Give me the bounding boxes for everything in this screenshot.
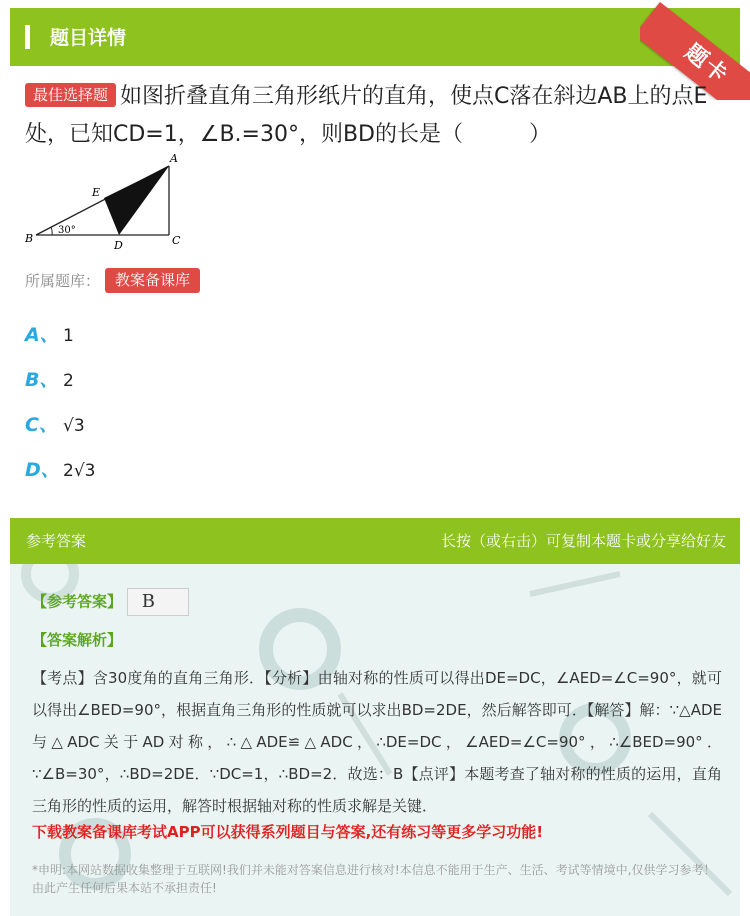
share-hint: 长按（或右击）可复制本题卡或分享给好友 bbox=[440, 532, 726, 550]
library-tag[interactable]: 教案备课库 bbox=[105, 268, 200, 293]
answer-header bbox=[10, 518, 740, 564]
option-letter: D、 bbox=[25, 459, 60, 481]
page-title: 题目详情 bbox=[50, 27, 127, 49]
folded-triangle-ade bbox=[104, 166, 169, 235]
reference-answer-label: 【参考答案】 bbox=[32, 592, 123, 611]
label-b: B bbox=[25, 232, 34, 245]
label-angle: 30° bbox=[58, 225, 76, 236]
header-bar bbox=[10, 8, 740, 66]
download-app-promo[interactable]: 下载教案备课库考试APP可以获得系列题目与答案,还有练习等更多学习功能! bbox=[32, 823, 544, 841]
option-a[interactable] bbox=[25, 320, 74, 350]
label-a: A bbox=[170, 152, 178, 165]
option-letter: B、 bbox=[25, 369, 59, 391]
angle-arc bbox=[51, 227, 52, 235]
option-value: 1 bbox=[63, 326, 74, 346]
option-b[interactable] bbox=[25, 365, 74, 395]
option-value: 2√3 bbox=[63, 461, 96, 481]
reference-answer-image: B bbox=[127, 588, 189, 616]
question-type-tag: 最佳选择题 bbox=[25, 83, 116, 107]
disclaimer-text: *申明:本网站数据收集整理于互联网!我们并未能对答案信息进行核对!本信息不能用于生产、生活、考试等情境中,仅供学习参考！由此产生任何后果本站不承担责任! bbox=[32, 863, 716, 895]
label-e: E bbox=[92, 186, 101, 199]
header-accent-bar bbox=[25, 25, 30, 49]
corner-ribbon-label: 题卡 bbox=[679, 39, 734, 89]
answer-section-title: 参考答案 bbox=[26, 532, 87, 550]
option-d[interactable] bbox=[25, 455, 95, 485]
triangle-figure bbox=[22, 150, 187, 250]
option-value: √3 bbox=[63, 416, 85, 436]
question-text: 如图折叠直角三角形纸片的直角，使点C落在斜边AB上的点E处，已知CD=1，∠B.=30°，则BD的长是（ ） bbox=[25, 84, 708, 147]
analysis-label: 【答案解析】 bbox=[32, 631, 123, 649]
option-letter: A、 bbox=[25, 324, 59, 346]
watermark-stroke bbox=[530, 574, 620, 594]
reference-answer-row bbox=[32, 588, 189, 616]
option-value: 2 bbox=[63, 371, 74, 391]
library-label: 所属题库： bbox=[25, 272, 101, 290]
label-c: C bbox=[172, 234, 181, 247]
option-c[interactable] bbox=[25, 410, 85, 440]
option-letter: C、 bbox=[25, 414, 58, 436]
answer-body bbox=[10, 564, 740, 916]
question-text-block bbox=[25, 78, 725, 154]
analysis-text: 【考点】含30度角的直角三角形．【分析】由轴对称的性质可以得出DE=DC，∠AED=∠C=90°，就可以得出∠BED=90°，根据直角三角形的性质就可以求出BD=2DE，然后解答即可．【解答】解：∵△ADE与△ADC关于AD对称，∴△ADE≌△ADC，∴DE=DC，∠AED=∠C=90°，∴∠BED=90°．∵∠B=30°，∴BD=2DE．∵DC=1，∴BD=2．故选：B【点评】本题考查了轴对称的性质的运用，直角三角形的性质的运用，解答时根据轴对称的性质求解是关键． bbox=[32, 669, 722, 815]
label-d: D bbox=[114, 239, 123, 250]
